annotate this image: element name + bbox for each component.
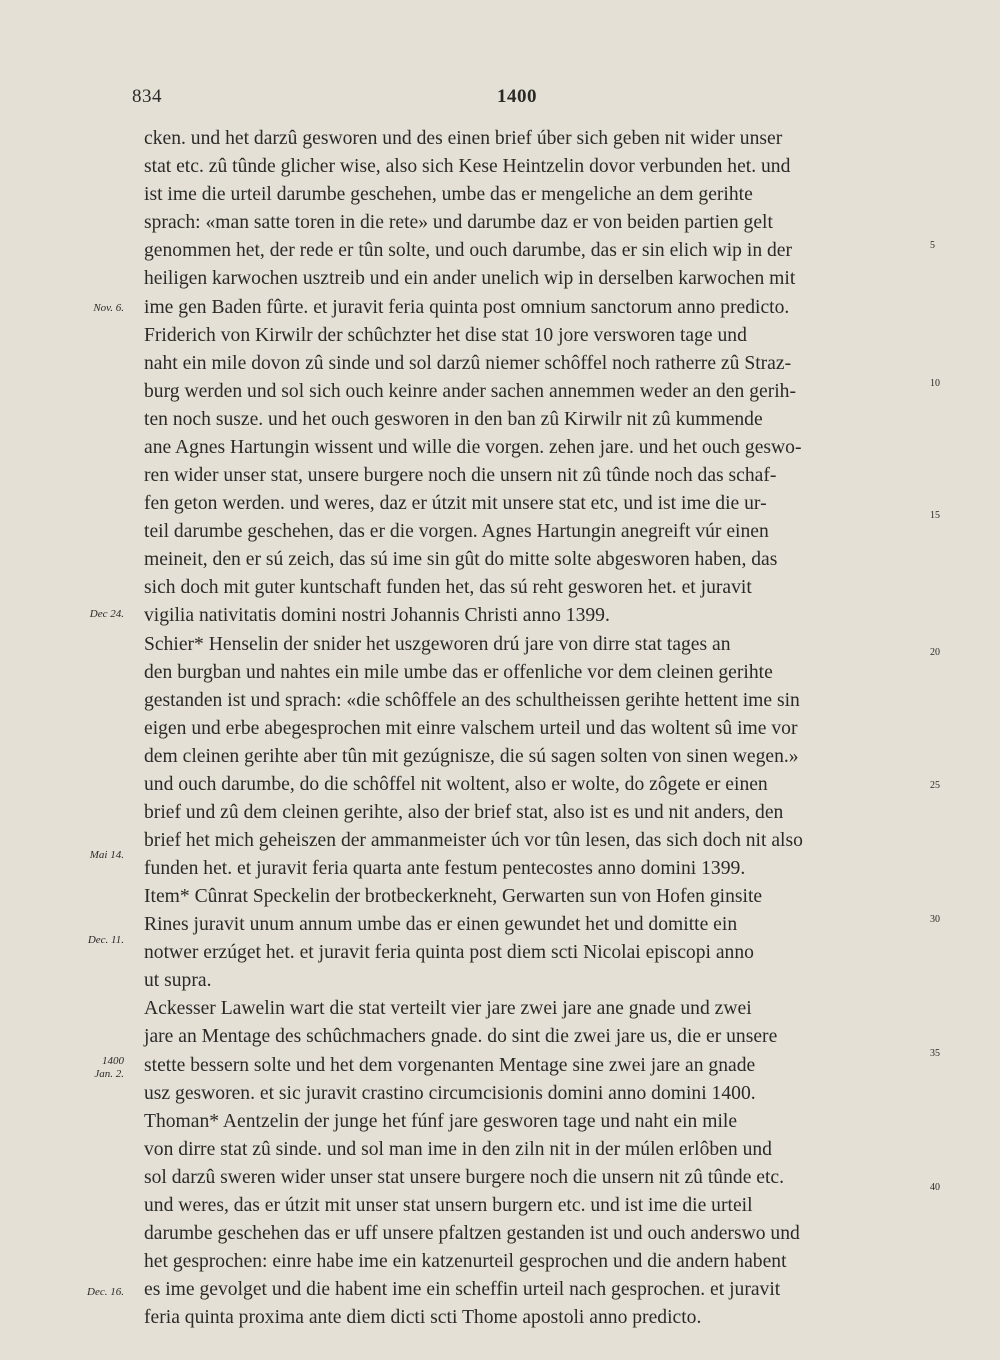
page-number: 834	[132, 86, 162, 107]
running-head-year: 1400	[497, 86, 537, 107]
margin-date-part: Nov. 6.	[93, 302, 124, 314]
text-line: von dirre stat zû sinde. und sol man ime in den ziln nit in der múlen erlôben und	[144, 1139, 772, 1160]
line-number: 25	[930, 780, 940, 791]
margin-date	[72, 302, 124, 314]
text-line: jare an Mentage des schûchmachers gnade. do sint die zwei jare us, die er unsere	[144, 1026, 778, 1047]
text-line: Friderich von Kirwilr der schûchzter het dise stat 10 jore versworen tage und	[144, 325, 747, 346]
margin-date	[72, 1286, 124, 1298]
text-line: ten noch susze. und het ouch gesworen in den ban zû Kirwilr nit zû kummende	[144, 409, 763, 430]
text-line: naht ein mile dovon zû sinde und sol darzû niemer schôffel noch ratherre zû Straz-	[144, 353, 792, 374]
text-line: ane Agnes Hartungin wissent und wille die vorgen. zehen jare. und het ouch geswo-	[144, 437, 802, 458]
text-line: dem cleinen gerihte aber tûn mit gezúgnisze, die sú sagen solten von sinen wegen.»	[144, 746, 799, 767]
line-number: 30	[930, 914, 940, 925]
text-line: ime gen Baden fûrte. et juravit feria quinta post omnium sanctorum anno predicto.	[144, 297, 790, 318]
text-line: fen geton werden. und weres, daz er útzit mit unsere stat etc, und ist ime die ur-	[144, 493, 767, 514]
text-line: stette bessern solte und het dem vorgenanten Mentage sine zwei jare an gnade	[144, 1055, 756, 1076]
line-number: 10	[930, 378, 940, 389]
text-line: brief het mich geheiszen der ammanmeister úch vor tûn lesen, das sich doch nit also	[144, 830, 803, 851]
text-line: notwer erzúget het. et juravit feria quinta post diem scti Nicolai episcopi anno	[144, 942, 754, 963]
text-line: sprach: «man satte toren in die rete» und darumbe daz er von beiden partien gelt	[144, 212, 773, 233]
margin-date-part: Dec. 11.	[87, 934, 124, 946]
text-line: es ime gevolget und die habent ime ein scheffin urteil nach gesprochen. et juravit	[144, 1279, 781, 1300]
margin-date	[72, 849, 124, 861]
line-number: 35	[930, 1048, 940, 1059]
margin-date-part: Dec. 16.	[87, 1286, 124, 1298]
text-line: darumbe geschehen das er uff unsere pfaltzen gestanden ist und ouch anderswo und	[144, 1223, 800, 1244]
text-line: cken. und het darzû gesworen und des einen brief úber sich geben nit wider unser	[144, 128, 783, 149]
text-line: sich doch mit guter kuntschaft funden het, das sú reht gesworen het. et juravit	[144, 577, 752, 598]
text-line: Item* Cûnrat Speckelin der brotbeckerkneht, Gerwarten sun von Hofen ginsite	[144, 886, 763, 907]
text-line: genommen het, der rede er tûn solte, und ouch darumbe, das er sin elich wip in der	[144, 240, 793, 261]
text-line: Ackesser Lawelin wart die stat verteilt vier jare zwei jare ane gnade und zwei	[144, 998, 752, 1019]
text-line: heiligen karwochen usztreib und ein ander unelich wip in derselben karwochen mit	[144, 268, 796, 289]
text-line: sol darzû sweren wider unser stat unsere burgere noch die unsern nit zû tûnde etc.	[144, 1167, 785, 1188]
text-line: brief und zû dem cleinen gerihte, also der brief stat, also ist es und nit anders, den	[144, 802, 784, 823]
text-line: gestanden ist und sprach: «die schôffele an des schultheissen gerihte hettent ime sin	[144, 690, 800, 711]
text-line: und weres, das er útzit mit unser stat unsern burgern etc. und ist ime die urteil	[144, 1195, 753, 1216]
margin-date-part: Mai 14.	[89, 849, 124, 861]
text-line: ist ime die urteil darumbe geschehen, umbe das er mengeliche an dem gerihte	[144, 184, 753, 205]
text-line: stat etc. zû tûnde glicher wise, also sich Kese Heintzelin dovor verbunden het. und	[144, 156, 791, 177]
margin-date-part: 1400	[102, 1055, 124, 1067]
text-line: und ouch darumbe, do die schôffel nit woltent, also er wolte, do zôgete er einen	[144, 774, 768, 795]
text-line: vigilia nativitatis domini nostri Johannis Christi anno 1399.	[144, 605, 610, 626]
text-line: ut supra.	[144, 970, 212, 991]
margin-date	[72, 934, 124, 946]
text-line: ren wider unser stat, unsere burgere noch die unsern nit zû tûnde noch das schaf-	[144, 465, 777, 486]
text-line: eigen und erbe abegesprochen mit einre valschem urteil und das woltent sû ime vor	[144, 718, 798, 739]
line-number: 15	[930, 510, 940, 521]
margin-date-part: Dec 24.	[89, 608, 124, 620]
line-number: 20	[930, 647, 940, 658]
text-line: meineit, den er sú zeich, das sú ime sin gût do mitte solte abgesworen haben, das	[144, 549, 778, 570]
text-line: burg werden und sol sich ouch keinre ander sachen annemmen weder an den gerih-	[144, 381, 796, 402]
text-line: den burgban und nahtes ein mile umbe das er offenliche vor dem cleinen gerihte	[144, 662, 773, 683]
margin-date	[72, 608, 124, 620]
line-number: 40	[930, 1182, 940, 1193]
text-line: Rines juravit unum annum umbe das er einen gewundet het und domitte ein	[144, 914, 738, 935]
text-line: funden het. et juravit feria quarta ante festum pentecostes anno domini 1399.	[144, 858, 746, 879]
text-line: usz gesworen. et sic juravit crastino circumcisionis domini anno domini 1400.	[144, 1083, 756, 1104]
line-number: 5	[930, 240, 935, 251]
margin-date	[72, 1055, 124, 1081]
margin-date-part: Jan. 2.	[94, 1068, 124, 1080]
text-line: teil darumbe geschehen, das er die vorgen. Agnes Hartungin anegreift vúr einen	[144, 521, 769, 542]
text-line: Schier* Henselin der snider het uszgeworen drú jare von dirre stat tages an	[144, 634, 731, 655]
text-line: Thoman* Aentzelin der junge het fúnf jare gesworen tage und naht ein mile	[144, 1111, 738, 1132]
text-line: feria quinta proxima ante diem dicti scti Thome apostoli anno predicto.	[144, 1307, 702, 1328]
text-line: het gesprochen: einre habe ime ein katzenurteil gesprochen und die andern habent	[144, 1251, 787, 1272]
